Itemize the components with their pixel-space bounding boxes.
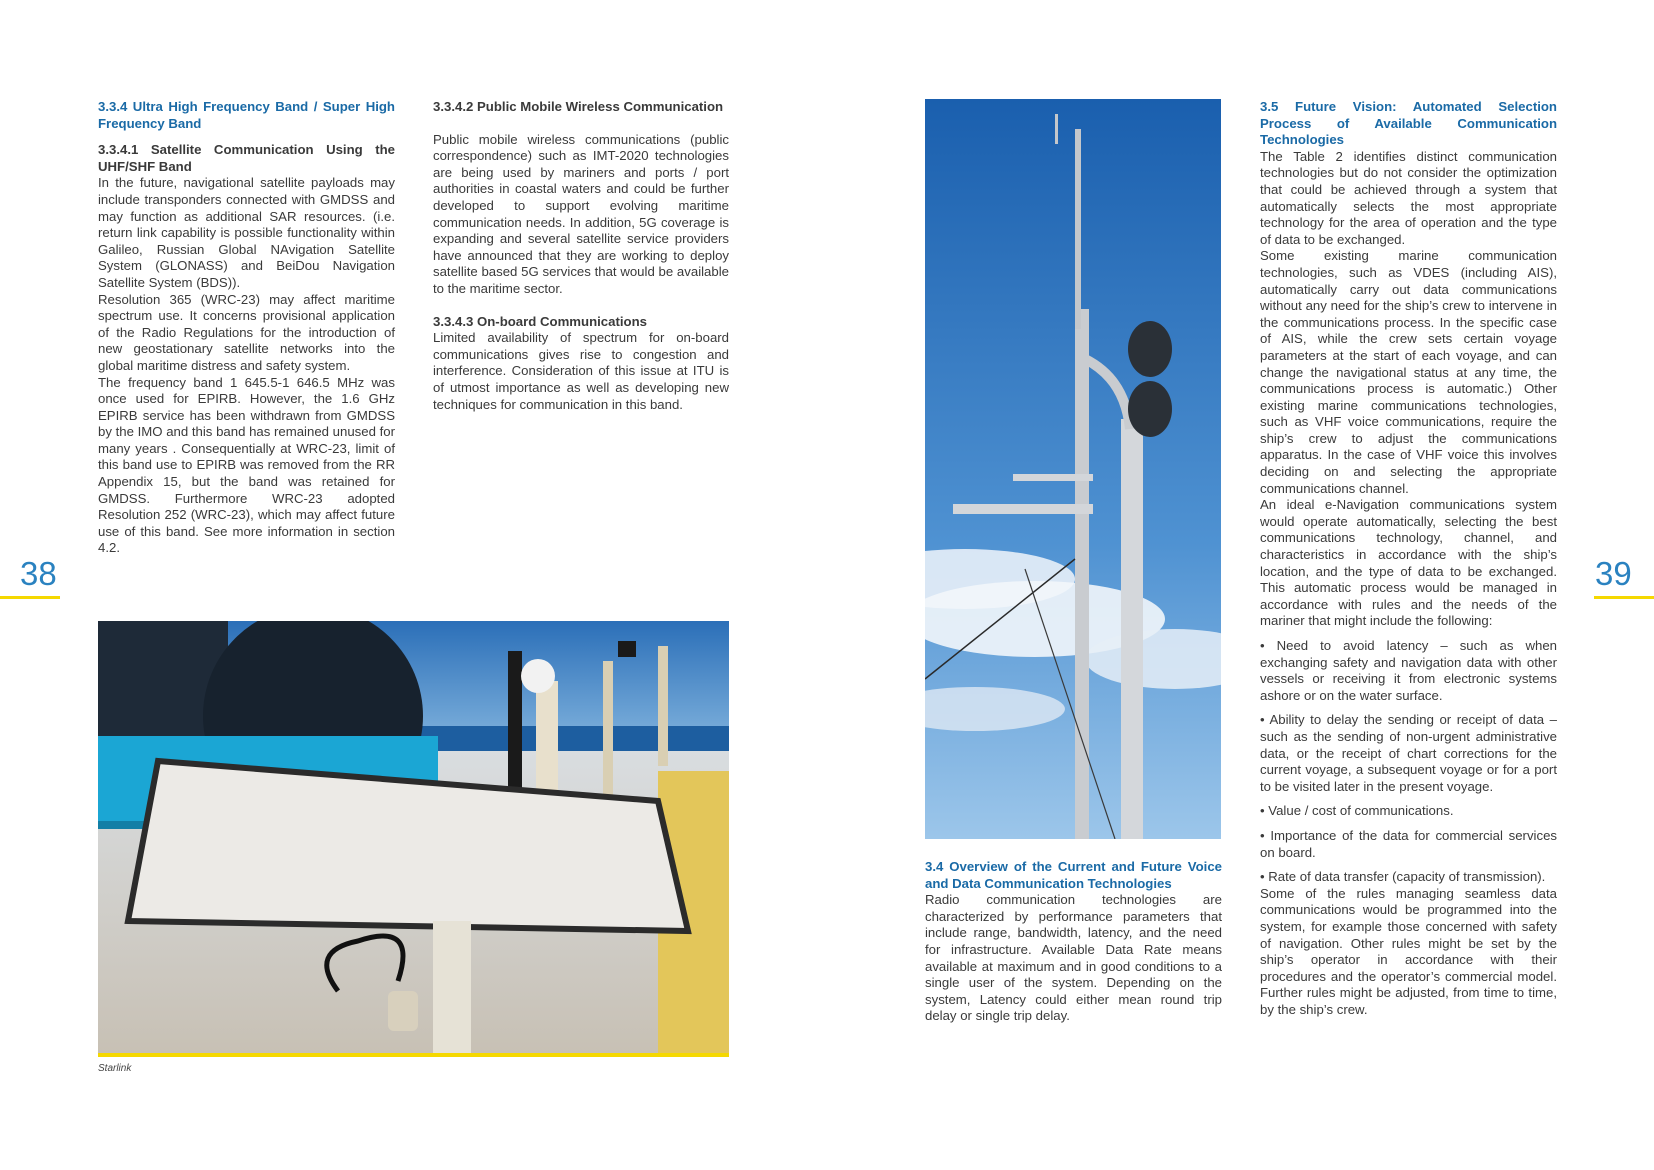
section-heading-3-3-4: 3.3.4 Ultra High Frequency Band / Super High Frequency Band bbox=[98, 99, 395, 131]
paragraph: In the future, navigational satellite payloads may include transponders connected with GMDSS and may function as additional SAR resources. (i.e. return link capability is possible functionality within Galileo, Russian Global NAvigation Satellite System (GLONASS) and BeiDou Navigation Satellite System (BDS)). bbox=[98, 175, 395, 290]
page-number-left: 38 bbox=[20, 555, 57, 592]
bullet-item: • Rate of data transfer (capacity of transmission). bbox=[1260, 869, 1546, 885]
page-rule-right bbox=[1594, 596, 1654, 599]
column-future-vision bbox=[1260, 99, 1557, 1018]
section-heading-3-4: 3.4 Overview of the Current and Future Voice and Data Communication Technologies bbox=[925, 859, 1222, 891]
page-rule-left bbox=[0, 596, 60, 599]
paragraph: Public mobile wireless communications (public correspondence) such as IMT-2020 technologies are being used by mariners and ports / port authorities in coastal waters and could be further developed to support evolving maritime communication needs. In addition, 5G coverage is expanding and several satellite service providers have announced that they are working to deploy satellite based 5G services that would be available to the maritime sector. bbox=[433, 131, 729, 296]
subheading-3-3-4-3: 3.3.4.3 On-board Communications bbox=[433, 313, 647, 329]
page-number-right: 39 bbox=[1595, 555, 1632, 592]
column-overview bbox=[925, 859, 1222, 1025]
bullet-item: • Value / cost of communications. bbox=[1260, 803, 1454, 819]
paragraph: The Table 2 identifies distinct communication technologies but do not consider the optimization that could be achieved through a system that automatically selects the most appropriate technology for the area of operation and the type of data to be exchanged. bbox=[1260, 148, 1557, 247]
starlink-photo bbox=[98, 621, 729, 1057]
subheading-3-3-4-2: 3.3.4.2 Public Mobile Wireless Communication bbox=[433, 99, 724, 114]
bullet-item: • Ability to delay the sending or receipt of data – such as the sending of non-urgent administrative data, or the receipt of chart corrections for the current voyage, a subsequent voyage or for a port to be visited later in the present voyage. bbox=[1260, 712, 1557, 794]
paragraph: The frequency band 1 645.5-1 646.5 MHz was once used for EPIRB. However, the 1.6 GHz EPIRB service has been withdrawn from GMDSS by the IMO and this band has remained unused for many years . Consequentially at WRC-23, limit of this band use to EPIRB was removed from the RR Appendix 15, but the band was retained for GMDSS. Furthermore WRC-23 adopted Resolution 252 (WRC-23), which may affect future use of this band. See more information in section 4.2. bbox=[98, 374, 395, 556]
mast-illustration bbox=[925, 99, 1221, 839]
paragraph: Some existing marine communication technologies, such as VDES (including AIS), automatically carry out data communications without any need for the ship’s crew to intervene in the communications process. In the specific case of AIS, while the crew sets certain voyage parameters at the start of each voyage, and can change the navigational status at any time, the communications process is automatic.) Other existing marine communications technologies, such as VHF voice communications, require the ship’s crew to adjust the communications apparatus. In the case of VHF voice this involves deciding on and selecting the appropriate communications channel. bbox=[1260, 248, 1557, 496]
paragraph: Some of the rules managing seamless data communications would be programmed into the system, for example those concerned with safety of navigation. Other rules might be set by the ship’s operator in accordance with their procedures and the operator’s commercial model. Further rules might be adjusted, from time to time, by the ship’s crew. bbox=[1260, 885, 1557, 1017]
paragraph: Limited availability of spectrum for on-board communications gives rise to congestion and interference. Consideration of this issue at ITU is of utmost importance as well as developing new techniques for communication in this band. bbox=[433, 330, 729, 412]
bullet-item: • Need to avoid latency – such as when exchanging safety and navigation data with other vessels or receiving it from electronic systems ashore or on the water surface. bbox=[1260, 638, 1557, 703]
bullet-item: • Importance of the data for commercial services on board. bbox=[1260, 827, 1557, 860]
section-heading-3-5: 3.5 Future Vision: Automated Selection Process of Available Communication Technologies bbox=[1260, 99, 1557, 148]
starlink-illustration bbox=[98, 621, 729, 1057]
paragraph: Resolution 365 (WRC-23) may affect maritime spectrum use. It concerns provisional application of the Radio Regulations for the introduction of new geostationary satellite networks into the global maritime distress and safety system. bbox=[98, 291, 395, 373]
paragraph: An ideal e-Navigation communications system would operate automatically, selecting the best communications technology, channel, and characteristics in accordance with the ship’s location, and the type of data to be exchanged. This automatic process would be managed in accordance with rules and the needs of the mariner that might include the following: bbox=[1260, 497, 1557, 629]
column-mobile-onboard bbox=[433, 99, 729, 413]
photo-caption: Starlink bbox=[98, 1063, 132, 1074]
subheading-3-3-4-1: 3.3.4.1 Satellite Communication Using the UHF/SHF Band bbox=[98, 142, 395, 174]
column-uhf-shf bbox=[98, 99, 395, 557]
mast-photo bbox=[925, 99, 1221, 839]
paragraph: Radio communication technologies are characterized by performance parameters that include range, bandwidth, latency, and the need for infrastructure. Available Data Rate means available at maximum and in good conditions to a single user of the system. Depending on the system, Latency could either mean round trip delay or single trip delay. bbox=[925, 892, 1222, 1024]
